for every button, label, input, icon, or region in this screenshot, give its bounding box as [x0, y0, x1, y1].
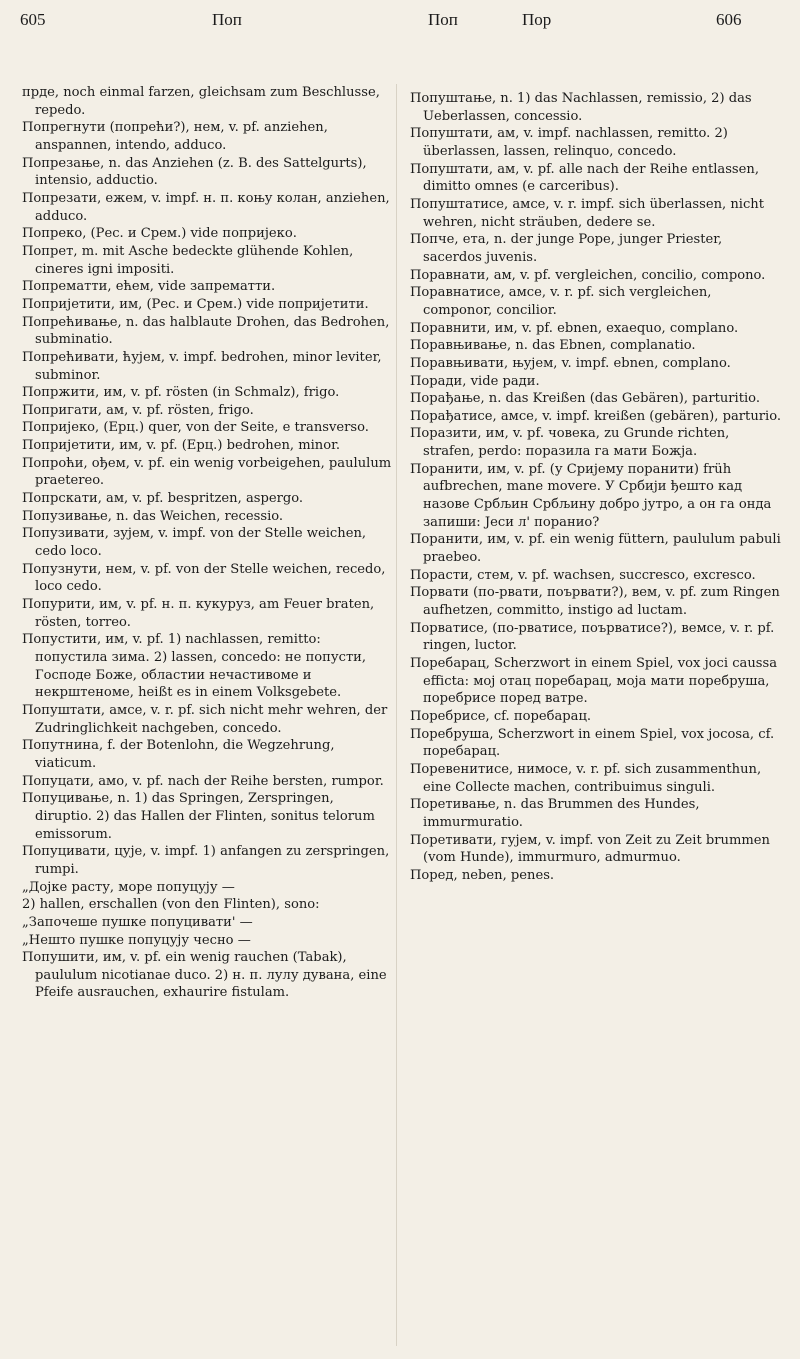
dictionary-entry: Попуцивање, n. 1) das Springen, Zerspringen, diruptio. 2) das Hallen der Flinten, sonitus telorum emissorum.	[22, 791, 375, 842]
dictionary-entry: Порађатисе, амсе, v. impf. kreißen (gebären), parturio.	[410, 408, 782, 424]
dictionary-entry: Попуштатисе, амсе, v. r. impf. sich überlassen, nicht wehren, nicht sträuben, dedere se.	[410, 196, 764, 230]
dictionary-entry: Поретивати, гујем, v. impf. von Zeit zu Zeit brummen (vom Hunde), immurmuro, admurmuo.	[410, 832, 770, 866]
dictionary-entry: Поребруша, Scherzwort in einem Spiel, vox jocosa, cf. поребарац.	[410, 726, 775, 760]
dictionary-entry: Порвати (по-рвати, поървати?), вем, v. pf. zum Ringen aufhetzen, committo, instigo ad luctam.	[410, 585, 780, 619]
page-number-right: 606	[716, 10, 742, 29]
dictionary-entry: Поревенитисе, нимосе, v. r. pf. sich zusammenthun, eine Collecte machen, contribuimus singuli.	[410, 761, 762, 795]
dictionary-entry: Попустити, им, v. pf. 1) nachlassen, remitto: попустила зима. 2) lassen, concedo: не попусти, Господе Боже, областии нечастивоме и некрштеноме, heißt es in einem Volksgebete.	[22, 632, 367, 701]
dictionary-entry: Попријеко, (Ерц.) quer, von der Seite, e transverso.	[22, 420, 369, 436]
dictionary-entry: Поради, vide ради.	[410, 373, 540, 389]
dictionary-entry: Порасти, стем, v. pf. wachsen, succresco, excresco.	[410, 567, 756, 583]
dictionary-entry: Поранити, им, v. pf. (у Сријему поранити) früh aufbrechen, mane movere. У Србији ђешто кад назове Србљин Србљину добро јутро, а он га онда запиши: Јеси л' поранио?	[410, 461, 772, 530]
page-header	[0, 6, 800, 36]
dictionary-entry: Попрегнути (попрећи?), нем, v. pf. anziehen, anspannen, intendo, adduco.	[22, 120, 328, 153]
dictionary-entry: Поравњивати, њујем, v. impf. ebnen, complano.	[410, 355, 731, 371]
dictionary-entry: Попузивање, n. das Weichen, recessio.	[22, 508, 284, 524]
dictionary-entry: Попуштање, n. 1) das Nachlassen, remissio, 2) das Ueberlassen, concessio.	[410, 91, 752, 124]
dictionary-entry: Попузнути, нем, v. pf. von der Stelle weichen, recedo, loco cedo.	[22, 561, 386, 595]
page-number-left: 605	[20, 10, 46, 29]
dictionary-entry: Попржити, им, v. pf. rösten (in Schmalz), frigo.	[22, 385, 340, 401]
dictionary-entry: Поребрисе, cf. поребарац.	[410, 708, 592, 724]
dictionary-entry: Поразити, им, v. pf. човека, zu Grunde richten, strafen, perdo: поразила га мати Божја.	[410, 426, 730, 460]
dictionary-entry: Порватисе, (по-рватисе, поърватисе?), вемсе, v. r. pf. ringen, luctor.	[410, 620, 775, 654]
dictionary-entry: Попрећивање, n. das halblaute Drohen, das Bedrohen, subminatio.	[22, 314, 390, 348]
dictionary-entry: Поравнатисе, амсе, v. r. pf. sich vergleichen, componor, concilior.	[410, 285, 712, 318]
dictionary-entry: Попушити, им, v. pf. ein wenig rauchen (Tabak), paululum nicotianae duco. 2) н. п. лулу дувана, eine Pfeife ausrauchen, exhaurire fistulam.	[22, 950, 387, 1001]
dictionary-entry: Попријетити, им, (Рес. и Срем.) vide попријетити.	[22, 296, 369, 312]
dictionary-entry: „Дојке расту, море попуцују —	[22, 879, 235, 895]
dictionary-entry: Попуцивати, цује, v. impf. 1) anfangen zu zerspringen, rumpi.	[22, 844, 390, 877]
guide-word-left: Поп	[212, 10, 242, 29]
dictionary-entry: Попрематти, ећем, vide запрематти.	[22, 279, 276, 295]
dictionary-entry: Попуштати, амсе, v. r. pf. sich nicht mehr wehren, der Zudringlichkeit nachgeben, concedo.	[22, 702, 388, 736]
dictionary-entry: Попроћи, ођем, v. pf. ein wenig vorbeigehen, paululum praetereo.	[22, 455, 392, 489]
dictionary-entry: Попуштати, ам, v. pf. alle nach der Reihe entlassen, dimitto omnes (e carceribus).	[410, 161, 759, 195]
dictionary-entry: Попрезање, n. das Anziehen (z. B. des Sattelgurts), intensio, adductio.	[22, 155, 367, 189]
guide-word-right: Пор	[522, 10, 552, 29]
dictionary-entry: Попрезати, ежем, v. impf. н. п. коњу колан, anziehen, adduco.	[22, 190, 390, 224]
dictionary-entry: „Започеше пушке попуцивати' —	[22, 914, 253, 930]
dictionary-entry: Поребарац, Scherzwort in einem Spiel, vox joci caussa efficta: мој отац поребарац, моја мати поребруша, поребрисе поред ватре.	[410, 656, 778, 707]
dictionary-entry: Попреко, (Рес. и Срем.) vide попријеко.	[22, 226, 297, 242]
dictionary-entry: Поранити, им, v. pf. ein wenig füttern, paululum pabuli praebeo.	[410, 532, 781, 566]
dictionary-entry: Попригати, ам, v. pf. rösten, frigo.	[22, 402, 254, 418]
dictionary-entry: Поретивање, n. das Brummen des Hundes, immurmuratio.	[410, 797, 700, 830]
dictionary-entry: Попрећивати, ћујем, v. impf. bedrohen, minor leviter, subminor.	[22, 349, 382, 383]
dictionary-entry: Попрет, m. mit Asche bedeckte glühende Kohlen, cineres igni impositi.	[22, 243, 354, 277]
dictionary-entry: 2) hallen, erschallen (von den Flinten), sono:	[22, 897, 320, 913]
dictionary-entry: Поравнити, им, v. pf. ebnen, exaequo, complano.	[410, 320, 739, 336]
dictionary-entry: Поред, neben, penes.	[410, 867, 555, 883]
dictionary-entry: Попутнина, f. der Botenlohn, die Wegzehrung, viaticum.	[22, 738, 335, 771]
dictionary-entry: Поравњивање, n. das Ebnen, complanatio.	[410, 338, 696, 354]
guide-word-mid: Поп	[428, 10, 458, 29]
dictionary-entry: Попурити, им, v. pf. н. п. кукуруз, am Feuer braten, rösten, torreo.	[22, 597, 375, 630]
right-column	[410, 90, 782, 885]
dictionary-entry: Поравнати, ам, v. pf. vergleichen, concilio, compono.	[410, 267, 766, 283]
dictionary-entry: „Нешто пушке попуцују чесно —	[22, 932, 251, 948]
left-column	[22, 84, 394, 1002]
dictionary-entry: Попуцати, амо, v. pf. nach der Reihe bersten, rumpor.	[22, 773, 384, 789]
dictionary-entry: Попузивати, зујем, v. impf. von der Stelle weichen, cedo loco.	[22, 526, 367, 560]
column-divider	[396, 84, 397, 1346]
dictionary-entry: прде, noch einmal farzen, gleichsam zum Beschlusse, repedo.	[22, 85, 380, 118]
dictionary-entry: Порађање, n. das Kreißen (das Gebären), parturitio.	[410, 391, 760, 407]
dictionary-entry: Попријетити, им, v. pf. (Ерц.) bedrohen, minor.	[22, 438, 341, 454]
dictionary-entry: Попуштати, ам, v. impf. nachlassen, remitto. 2) überlassen, lassen, relinquo, concedo.	[410, 126, 728, 159]
dictionary-entry: Попче, ета, n. der junge Pope, junger Priester, sacerdos juvenis.	[410, 232, 723, 265]
dictionary-entry: Попрскати, ам, v. pf. bespritzen, aspergo.	[22, 491, 304, 507]
